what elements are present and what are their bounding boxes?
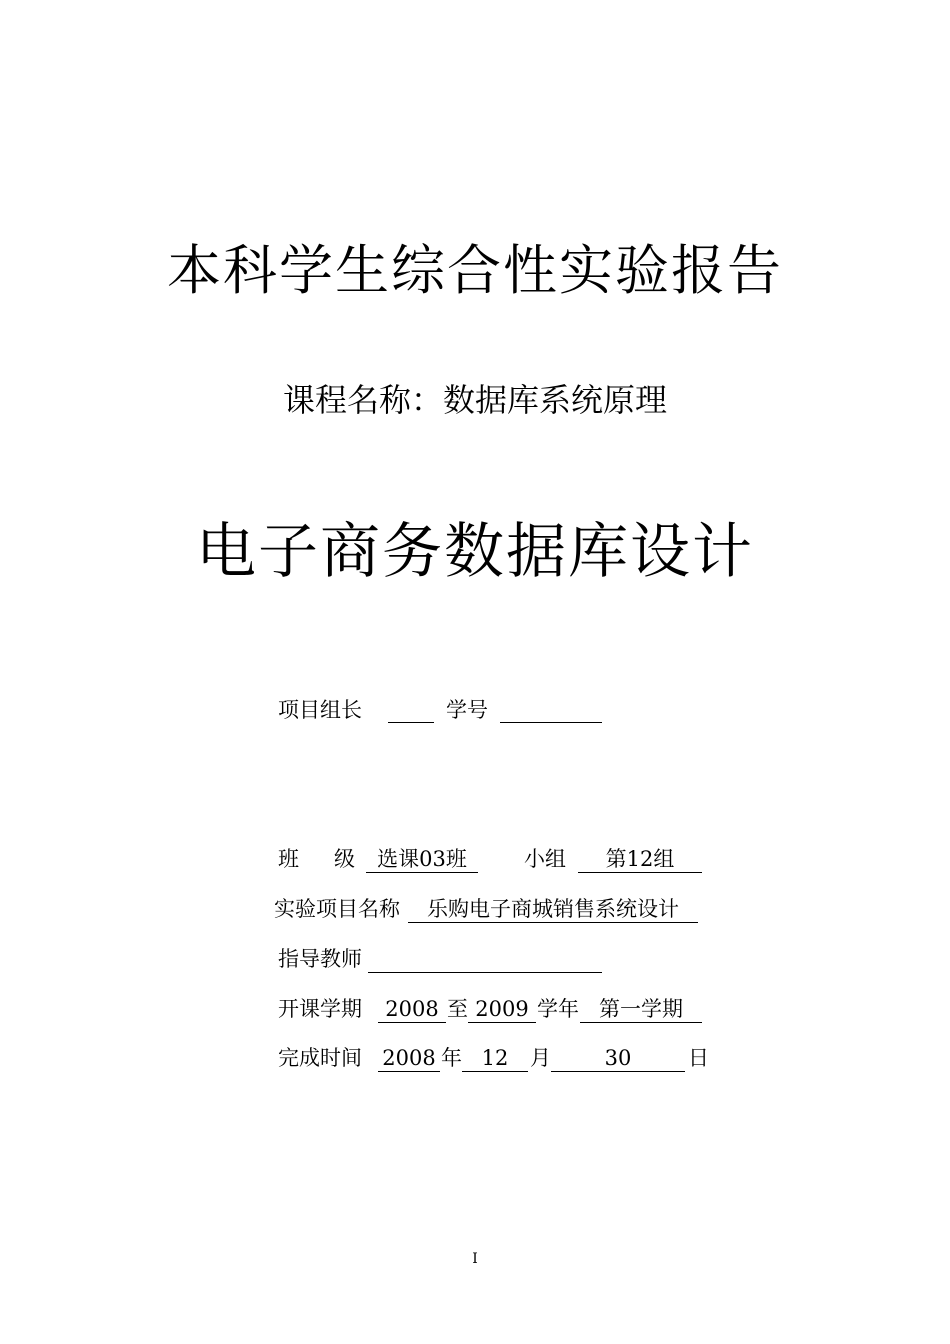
- term-value-underline: [580, 1022, 702, 1023]
- completion-year: 2008: [382, 1046, 436, 1070]
- leader-label: 项目组长: [278, 698, 362, 722]
- month-char: 月: [530, 1046, 551, 1070]
- completion-day-underline: [551, 1071, 685, 1072]
- advisor-label: 指导教师: [278, 947, 362, 971]
- advisor-underline: [368, 972, 602, 973]
- class-underline: [366, 872, 478, 873]
- course-name-line: 课程名称：数据库系统原理: [282, 381, 667, 419]
- term-end-underline: [468, 1022, 536, 1023]
- completion-month-underline: [462, 1071, 528, 1072]
- day-char: 日: [688, 1046, 709, 1070]
- page-number: I: [472, 1251, 478, 1267]
- project-title: 电子商务数据库设计: [196, 517, 754, 587]
- group-value: 第12组: [605, 847, 675, 871]
- term-label: 开课学期: [278, 997, 362, 1021]
- group-underline: [578, 872, 702, 873]
- term-value: 第一学期: [599, 997, 683, 1021]
- report-main-title: 本科学生综合性实验报告: [167, 239, 783, 302]
- experiment-name-value: 乐购电子商城销售系统设计: [427, 897, 679, 921]
- term-start-underline: [378, 1022, 446, 1023]
- group-label: 小组: [524, 847, 566, 871]
- completion-day: 30: [604, 1046, 632, 1070]
- term-year-label: 学年: [537, 997, 579, 1021]
- student-id-underline: [500, 722, 602, 723]
- class-value: 选课03班: [377, 847, 467, 871]
- completion-month: 12: [481, 1046, 509, 1070]
- completion-year-underline: [378, 1071, 440, 1072]
- experiment-name-label: 实验项目名称: [274, 897, 400, 921]
- leader-underline: [388, 722, 434, 723]
- term-end-year: 2009: [475, 997, 529, 1021]
- class-label-first: 班: [278, 847, 299, 871]
- class-label-second: 级: [334, 847, 355, 871]
- term-to-label: 至: [447, 997, 468, 1021]
- student-id-label: 学号: [446, 698, 488, 722]
- experiment-name-underline: [408, 922, 698, 923]
- completion-label: 完成时间: [278, 1046, 362, 1070]
- year-char: 年: [441, 1046, 462, 1070]
- term-start-year: 2008: [385, 997, 439, 1021]
